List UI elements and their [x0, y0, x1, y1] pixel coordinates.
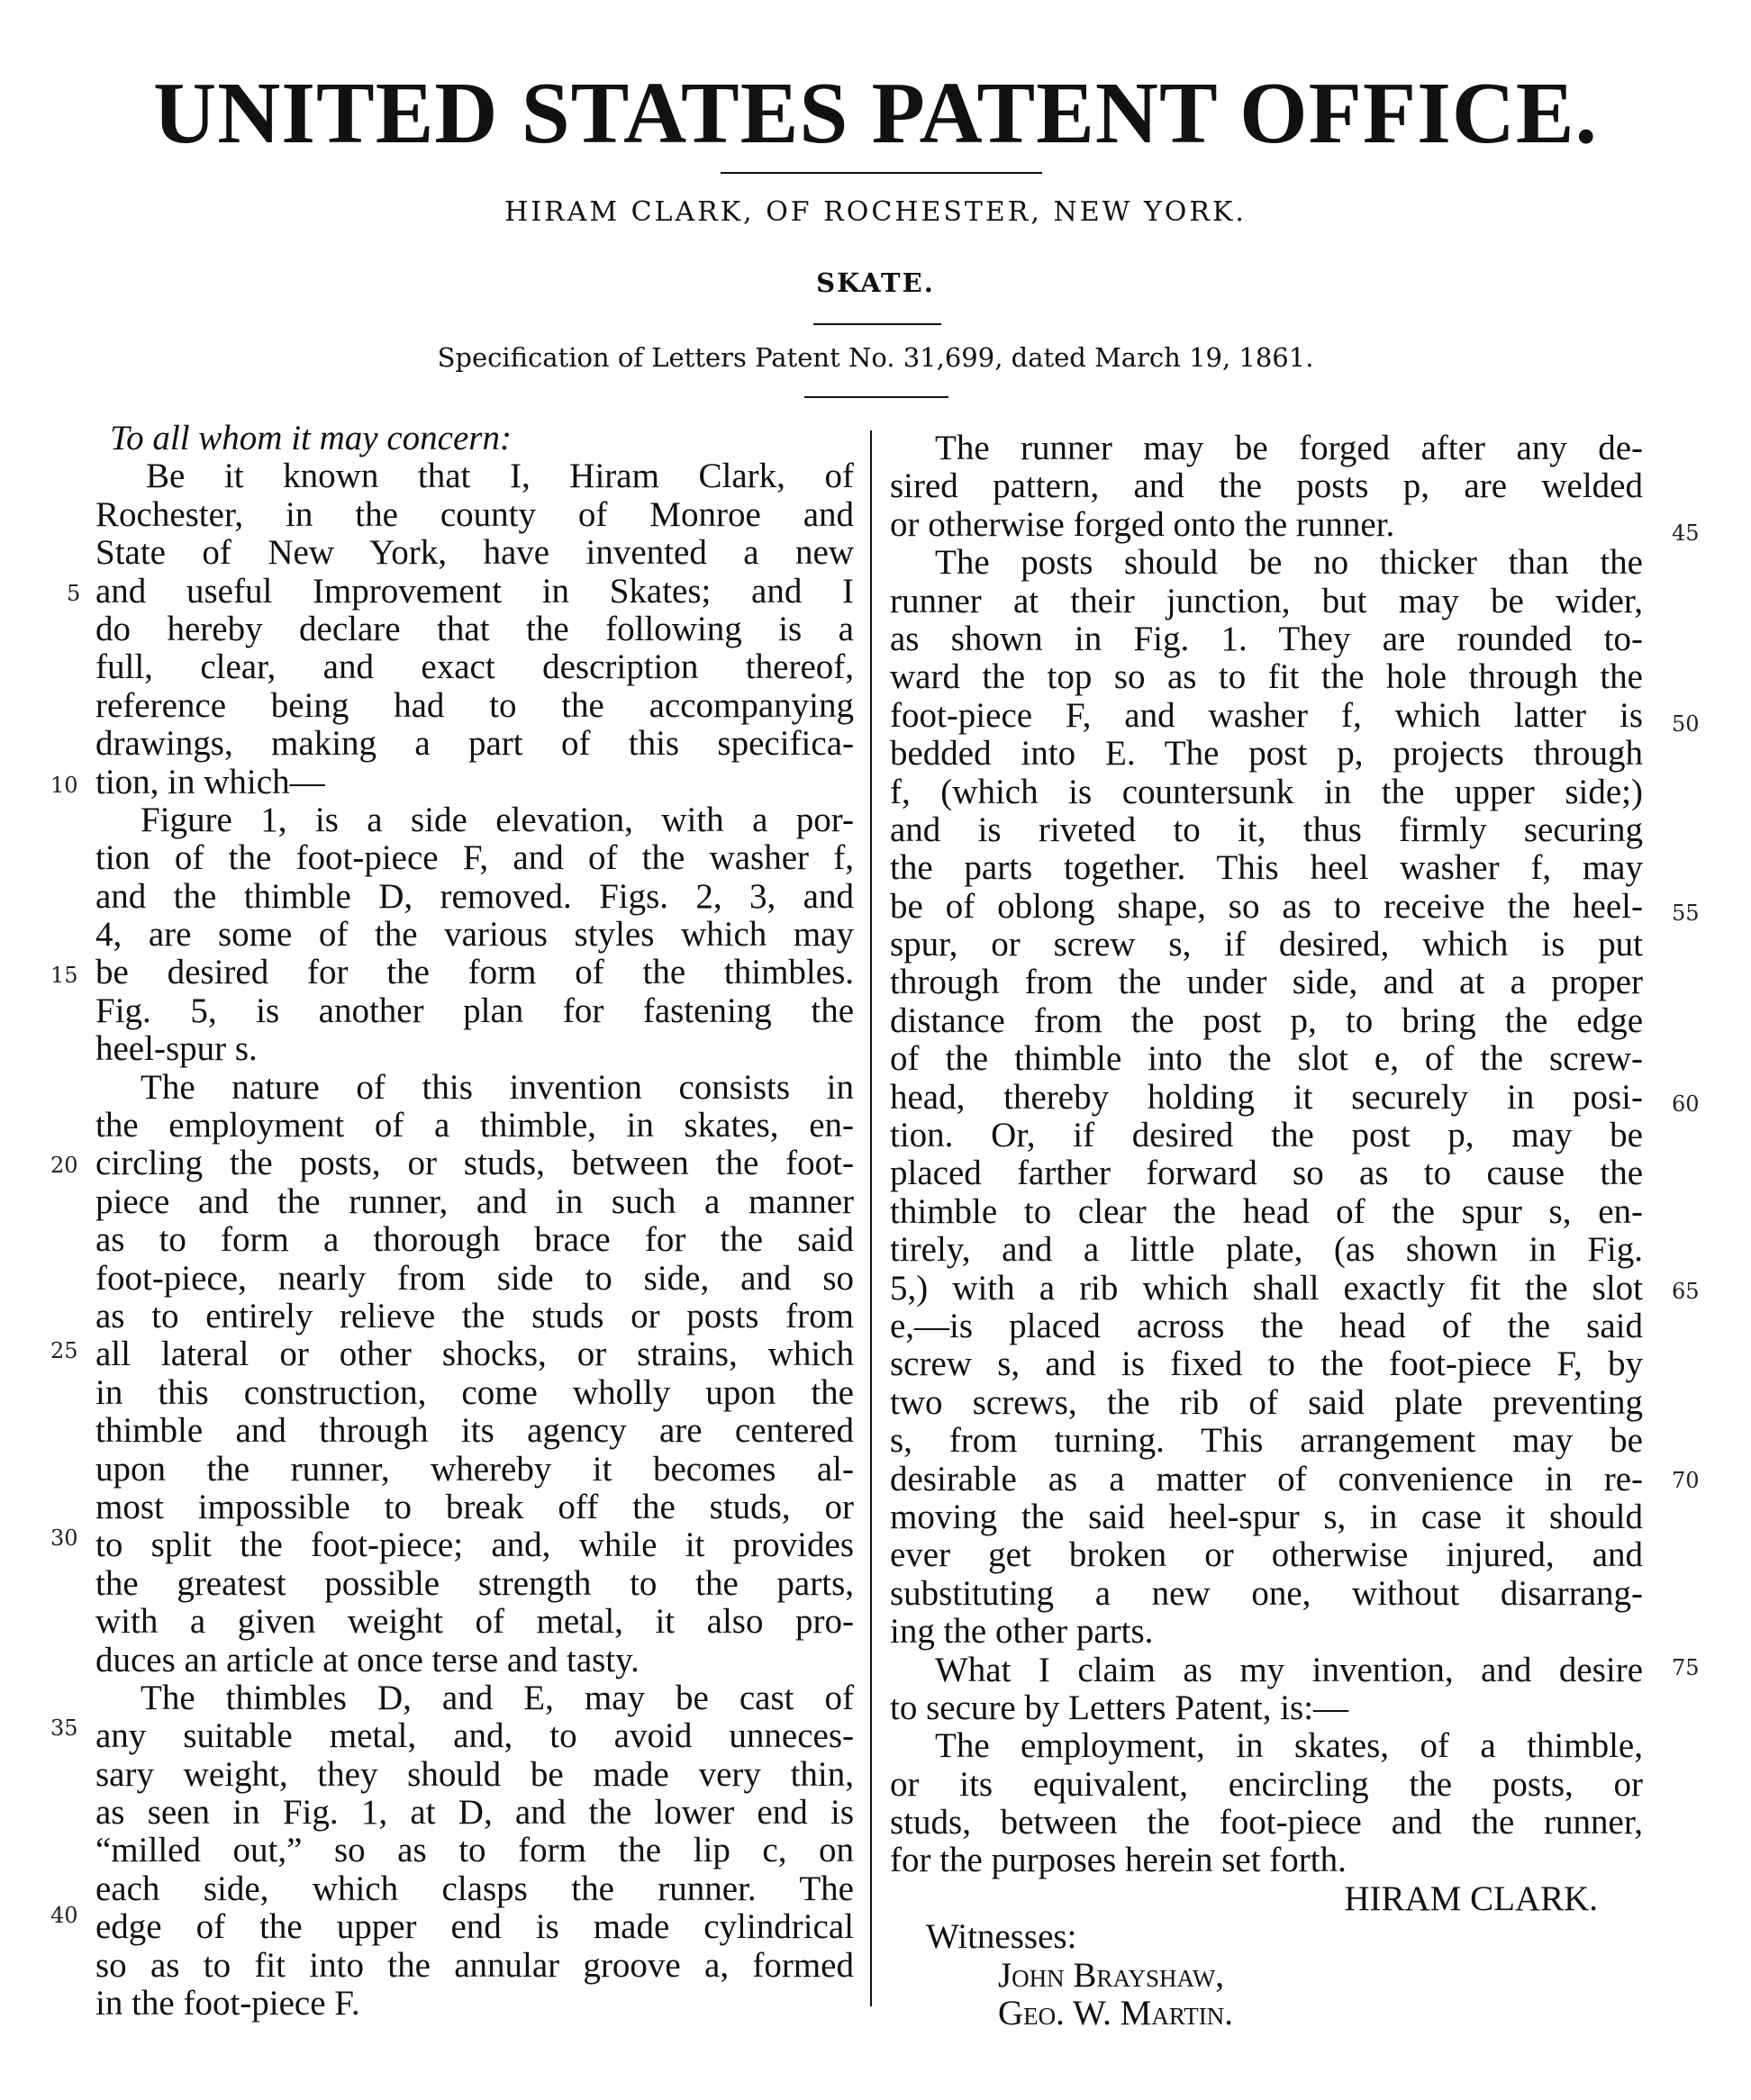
- title-rule: [721, 172, 1042, 174]
- line-number: 20: [50, 1153, 78, 1178]
- line-number: 60: [1672, 1091, 1700, 1117]
- witnesses-label: Witnesses:: [926, 1917, 1077, 1957]
- text-line: State of New York, have invented a new: [95, 533, 854, 573]
- text-line: Figure 1, is a side elevation, with a por-: [141, 800, 854, 839]
- text-line: The posts should be no thicker than the: [935, 543, 1643, 583]
- text-line: desirable as a matter of convenience in re-: [890, 1459, 1643, 1498]
- text-line: Fig. 5, is another plan for fastening the: [95, 991, 854, 1030]
- text-line: f, (which is countersunk in the upper side;): [890, 772, 1643, 811]
- text-line: and useful Improvement in Skates; and I: [95, 571, 854, 611]
- text-line: tirely, and a little plate, (as shown in Fig.: [890, 1230, 1643, 1270]
- text-line: drawings, making a part of this specifica-: [95, 724, 854, 764]
- line-number: 30: [50, 1525, 78, 1551]
- text-line: full, clear, and exact description thereof,: [95, 647, 854, 687]
- text-line: the greatest possible strength to the parts,: [95, 1563, 854, 1603]
- text-line: so as to fit into the annular groove a, formed: [95, 1945, 854, 1985]
- line-number: 75: [1672, 1655, 1700, 1680]
- text-line: bedded into E. The post p, projects through: [890, 734, 1643, 774]
- salutation: To all whom it may concern:: [110, 419, 512, 457]
- text-line: and is riveted to it, thus firmly securing: [890, 810, 1643, 849]
- text-line: The thimbles D, and E, may be cast of: [141, 1678, 854, 1717]
- line-number: 5: [67, 581, 81, 606]
- text-line: duces an article at once terse and tasty.: [95, 1640, 640, 1679]
- claim-intro: to secure by Letters Patent, is:—: [890, 1688, 1349, 1727]
- text-line: with a given weight of metal, it also pro-: [95, 1602, 854, 1642]
- text-line: runner at their junction, but may be wider,: [890, 581, 1643, 620]
- text-line: ward the top so as to fit the hole through the: [890, 657, 1643, 697]
- text-line: most impossible to break off the studs, or: [95, 1487, 854, 1526]
- text-line: The nature of this invention consists in: [141, 1067, 854, 1107]
- line-number: 70: [1672, 1468, 1700, 1493]
- inventor-line: HIRAM CLARK, OF ROCHESTER, NEW YORK.: [504, 196, 1247, 228]
- text-line: 5,) with a rib which shall exactly fit the slot: [890, 1268, 1643, 1308]
- line-number: 65: [1672, 1279, 1700, 1304]
- text-line: spur, or screw s, if desired, which is put: [890, 925, 1643, 964]
- text-line: 4, are some of the various styles which may: [95, 915, 854, 955]
- claim-text: studs, between the foot-piece and the runner,: [890, 1803, 1643, 1842]
- line-number: 35: [50, 1715, 78, 1741]
- right-column: [890, 430, 1643, 2032]
- text-line: substituting a new one, without disarrang-: [890, 1573, 1643, 1613]
- text-line: in the foot-piece F.: [95, 1984, 360, 2023]
- text-line: placed farther forward so as to cause the: [890, 1154, 1643, 1193]
- text-line: circling the posts, or studs, between the foot-: [95, 1144, 854, 1183]
- claim-text: for the purposes herein set forth.: [890, 1841, 1347, 1880]
- witness-name: John Brayshaw,: [998, 1955, 1225, 1995]
- text-line: do hereby declare that the following is a: [95, 609, 854, 648]
- text-line: “milled out,” so as to form the lip c, on: [95, 1831, 854, 1870]
- claim-intro: What I claim as my invention, and desire: [935, 1650, 1643, 1689]
- text-line: heel-spur s.: [95, 1029, 258, 1069]
- text-line: reference being had to the accompanying: [95, 685, 854, 725]
- text-line: distance from the post p, to bring the edge: [890, 1000, 1643, 1040]
- text-line: the parts together. This heel washer f, may: [890, 848, 1643, 888]
- claim-text: or its equivalent, encircling the posts, or: [890, 1764, 1643, 1804]
- text-line: Be it known that I, Hiram Clark, of: [146, 457, 854, 496]
- text-line: two screws, the rib of said plate preventing: [890, 1382, 1643, 1422]
- witness-name: Geo. W. Martin.: [998, 1994, 1233, 2033]
- text-line: each side, which clasps the runner. The: [95, 1869, 854, 1908]
- line-number: 45: [1672, 520, 1700, 546]
- line-number: 15: [50, 963, 78, 988]
- signature: HIRAM CLARK.: [1344, 1878, 1598, 1918]
- text-line: edge of the upper end is made cylindrical: [95, 1907, 854, 1947]
- specification-line: Specification of Letters Patent No. 31,699, dated March 19, 1861.: [437, 342, 1314, 373]
- text-line: be desired for the form of the thimbles.: [95, 953, 854, 992]
- text-line: upon the runner, whereby it becomes al-: [95, 1449, 854, 1489]
- text-line: as seen in Fig. 1, at D, and the lower end is: [95, 1793, 854, 1833]
- line-number: 25: [50, 1338, 78, 1363]
- line-number: 55: [1672, 901, 1700, 926]
- line-number: 50: [1672, 711, 1700, 737]
- text-line: as to form a thorough brace for the said: [95, 1220, 854, 1260]
- text-line: thimble to clear the head of the spur s, en-: [890, 1191, 1643, 1231]
- text-line: sired pattern, and the posts p, are welded: [890, 466, 1643, 506]
- patent-office-title: UNITED STATES PATENT OFFICE.: [153, 65, 1598, 161]
- subject-rule: [813, 323, 941, 325]
- text-line: The runner may be forged after any de-: [935, 429, 1643, 467]
- text-line: be of oblong shape, so as to receive the heel-: [890, 886, 1643, 926]
- text-line: ing the other parts.: [890, 1612, 1154, 1652]
- text-line: screw s, and is fixed to the foot-piece F, by: [890, 1344, 1643, 1384]
- subject-heading: SKATE.: [816, 267, 935, 298]
- left-column: [95, 420, 854, 2023]
- text-line: through from the under side, and at a proper: [890, 963, 1643, 1002]
- text-line: foot-piece, nearly from side to side, and so: [95, 1258, 854, 1298]
- text-line: s, from turning. This arrangement may be: [890, 1421, 1643, 1461]
- text-line: or otherwise forged onto the runner.: [890, 504, 1395, 544]
- text-line: thimble and through its agency are centered: [95, 1411, 854, 1451]
- text-line: to split the foot-piece; and, while it provides: [95, 1525, 854, 1565]
- text-line: as shown in Fig. 1. They are rounded to-: [890, 619, 1643, 658]
- text-line: all lateral or other shocks, or strains, which: [95, 1335, 854, 1374]
- text-line: tion. Or, if desired the post p, may be: [890, 1116, 1643, 1155]
- text-line: tion of the foot-piece F, and of the washer f,: [95, 838, 854, 878]
- text-line: sary weight, they should be made very thin,: [95, 1754, 854, 1794]
- text-line: tion, in which—: [95, 762, 325, 801]
- text-line: as to entirely relieve the studs or posts from: [95, 1296, 854, 1335]
- text-line: e,—is placed across the head of the said: [890, 1306, 1643, 1345]
- line-number: 10: [50, 773, 78, 798]
- text-line: and the thimble D, removed. Figs. 2, 3, and: [95, 876, 854, 916]
- text-line: moving the said heel-spur s, in case it should: [890, 1497, 1643, 1536]
- text-line: the employment of a thimble, in skates, en-: [95, 1106, 854, 1145]
- text-line: Rochester, in the county of Monroe and: [95, 494, 854, 534]
- claim-text: The employment, in skates, of a thimble,: [935, 1726, 1643, 1766]
- text-line: ever get broken or otherwise injured, and: [890, 1535, 1643, 1575]
- column-divider: [870, 430, 872, 2006]
- text-line: in this construction, come wholly upon the: [95, 1372, 854, 1412]
- text-line: piece and the runner, and in such a manner: [95, 1181, 854, 1221]
- spec-rule: [804, 396, 948, 398]
- text-line: head, thereby holding it securely in posi-: [890, 1077, 1643, 1117]
- line-number: 40: [50, 1903, 78, 1928]
- text-line: foot-piece F, and washer f, which latter is: [890, 695, 1643, 735]
- text-line: of the thimble into the slot e, of the screw-: [890, 1039, 1643, 1079]
- text-line: any suitable metal, and, to avoid unneces-: [95, 1716, 854, 1756]
